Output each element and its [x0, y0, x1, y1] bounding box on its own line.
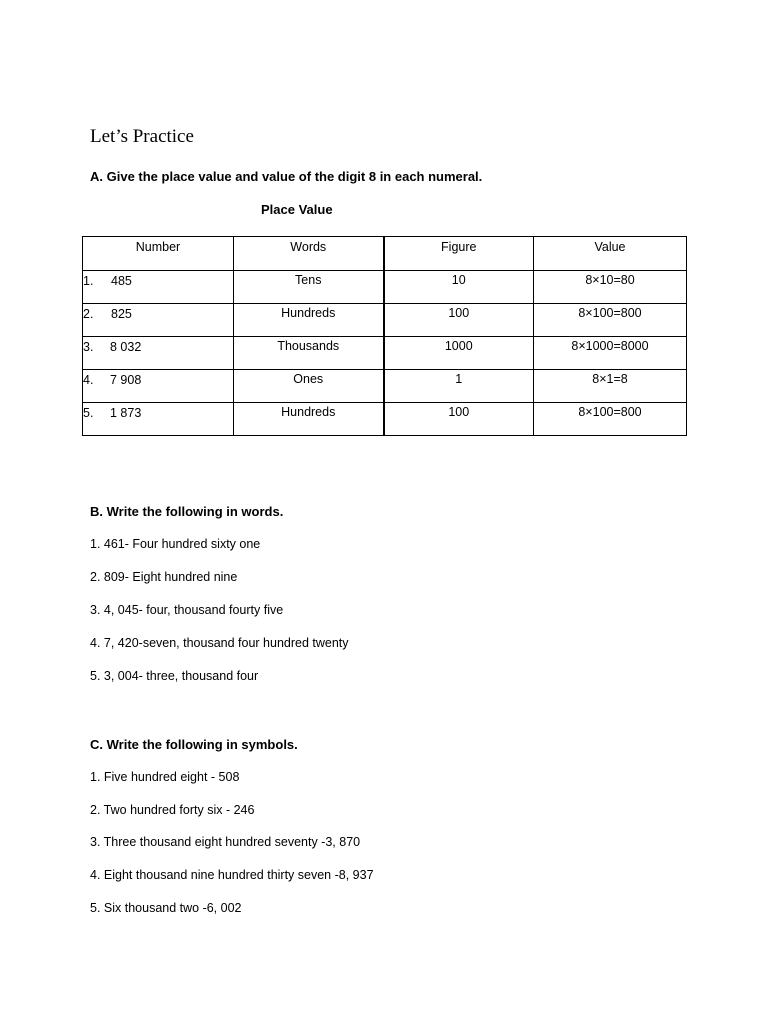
list-item: 2. 809- Eight hundred nine	[90, 570, 238, 584]
table-row	[83, 271, 687, 304]
table-row	[83, 403, 687, 436]
words-cell: Ones	[234, 370, 384, 403]
number-cell	[83, 370, 234, 403]
page-title: Let’s Practice	[90, 126, 194, 147]
section-a-heading: A. Give the place value and value of the digit 8 in each numeral.	[90, 169, 483, 184]
table-header-row	[83, 237, 687, 271]
column-header-figure: Figure	[384, 237, 534, 271]
list-item: 3. Three thousand eight hundred seventy -3, 870	[90, 835, 361, 849]
table-row	[83, 304, 687, 337]
row-index: 5.	[83, 406, 94, 420]
table-row	[83, 337, 687, 370]
number-cell	[83, 304, 234, 337]
list-item: 1. Five hundred eight - 508	[90, 770, 240, 784]
words-cell: Hundreds	[234, 403, 384, 436]
value-cell: 8×10=80	[534, 271, 687, 304]
figure-cell: 100	[384, 403, 534, 436]
row-number: 7 908	[110, 373, 142, 387]
row-number: 8 032	[110, 340, 142, 354]
row-index: 1.	[83, 274, 94, 288]
table-caption: Place Value	[261, 202, 333, 217]
row-number: 825	[111, 307, 132, 321]
value-cell: 8×1000=8000	[534, 337, 687, 370]
list-item: 5. 3, 004- three, thousand four	[90, 669, 259, 683]
list-item: 3. 4, 045- four, thousand fourty five	[90, 603, 284, 617]
figure-cell: 100	[384, 304, 534, 337]
value-cell: 8×100=800	[534, 403, 687, 436]
number-cell	[83, 271, 234, 304]
row-number: 485	[111, 274, 132, 288]
column-header-number: Number	[83, 237, 234, 271]
table-row	[83, 370, 687, 403]
words-cell: Thousands	[234, 337, 384, 370]
value-cell: 8×1=8	[534, 370, 687, 403]
row-index: 2.	[83, 307, 94, 321]
figure-cell: 10	[384, 271, 534, 304]
column-header-value: Value	[534, 237, 687, 271]
list-item: 4. 7, 420-seven, thousand four hundred twenty	[90, 636, 349, 650]
figure-cell: 1000	[384, 337, 534, 370]
number-cell	[83, 337, 234, 370]
list-item: 2. Two hundred forty six - 246	[90, 803, 255, 817]
section-b-heading: B. Write the following in words.	[90, 504, 284, 519]
place-value-table	[82, 236, 687, 436]
words-cell: Tens	[234, 271, 384, 304]
section-c-heading: C. Write the following in symbols.	[90, 737, 298, 752]
column-header-words: Words	[234, 237, 384, 271]
row-index: 3.	[83, 340, 94, 354]
list-item: 4. Eight thousand nine hundred thirty seven -8, 937	[90, 868, 374, 882]
row-number: 1 873	[110, 406, 142, 420]
number-cell	[83, 403, 234, 436]
value-cell: 8×100=800	[534, 304, 687, 337]
list-item: 5. Six thousand two -6, 002	[90, 901, 242, 915]
list-item: 1. 461- Four hundred sixty one	[90, 537, 261, 551]
figure-cell: 1	[384, 370, 534, 403]
row-index: 4.	[83, 373, 94, 387]
words-cell: Hundreds	[234, 304, 384, 337]
